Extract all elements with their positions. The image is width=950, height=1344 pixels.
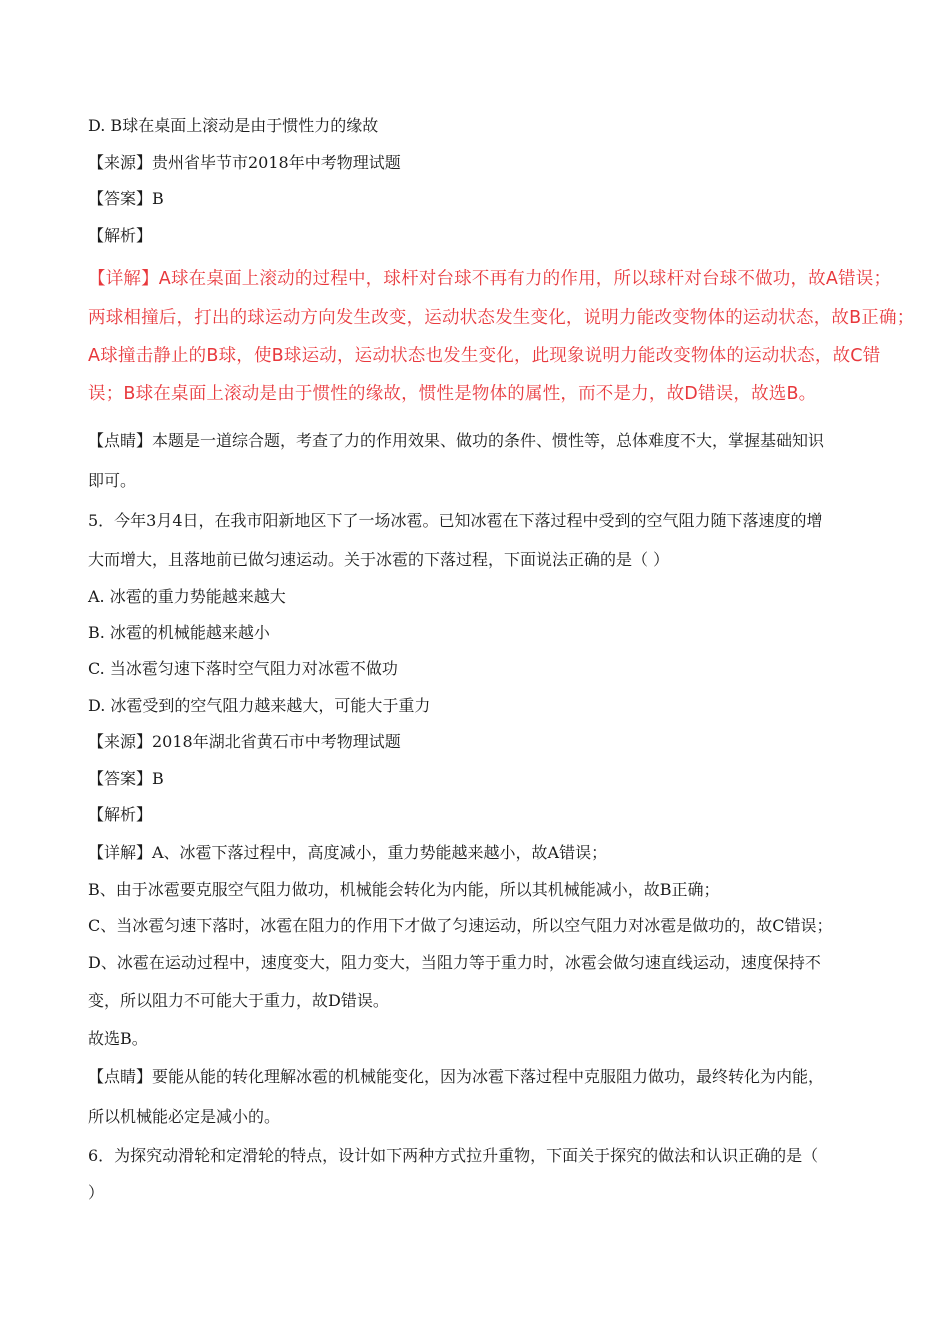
q5-comment-line: 所以机械能必定是减小的。 (88, 1107, 281, 1126)
q4-option-d: D. B球在桌面上滚动是由于惯性力的缘故 (88, 116, 379, 135)
q5-detail-line: 【详解】A、冰雹下落过程中，高度减小，重力势能越来越小，故A错误； (88, 843, 608, 862)
q4-detail-line: 【详解】A球在桌面上滚动的过程中，球杆对台球不再有力的作用，所以球杆对台球不做功，故A错误； (88, 269, 892, 289)
q4-detail-line: 误；B球在桌面上滚动是由于惯性的缘故，惯性是物体的属性，而不是力，故D错误，故选B。 (88, 384, 817, 404)
q5-detail-line: 变，所以阻力不可能大于重力，故D错误。 (88, 991, 389, 1010)
q5-detail-line: D、冰雹在运动过程中，速度变大，阻力变大，当阻力等于重力时，冰雹会做匀速直线运动，速度保持不 (88, 953, 821, 972)
q5-detail-line: B、由于冰雹要克服空气阻力做功，机械能会转化为内能，所以其机械能减小，故B正确； (88, 880, 720, 899)
q5-source: 【来源】2018年湖北省黄石市中考物理试题 (88, 732, 401, 751)
q4-comment-line: 【点睛】本题是一道综合题，考查了力的作用效果、做功的条件、惯性等，总体难度不大，掌握基础知识 (88, 431, 825, 450)
q5-answer: 【答案】B (88, 769, 164, 788)
q4-detail-line: A球撞击静止的B球，使B球运动，运动状态也发生变化，此现象说明力能改变物体的运动状态，故C错 (88, 346, 881, 366)
q5-option-a: A. 冰雹的重力势能越来越大 (88, 587, 286, 606)
q5-detail-line: C、当冰雹匀速下落时，冰雹在阻力的作用下才做了匀速运动，所以空气阻力对冰雹是做功的，故C错误； (88, 916, 833, 935)
q6-stem-line: 6．为探究动滑轮和定滑轮的特点，设计如下两种方式拉升重物，下面关于探究的做法和认识正确的是（ (88, 1146, 819, 1165)
q5-stem-line: 大而增大，且落地前已做匀速运动。关于冰雹的下落过程，下面说法正确的是（ ） (88, 550, 670, 569)
q5-conclusion: 故选B。 (88, 1029, 148, 1048)
q4-source: 【来源】贵州省毕节市2018年中考物理试题 (88, 153, 401, 172)
q5-analysis-label: 【解析】 (88, 805, 153, 824)
q4-answer: 【答案】B (88, 189, 164, 208)
q6-stem-line: ） (88, 1183, 105, 1202)
q4-detail-line: 两球相撞后，打出的球运动方向发生改变，运动状态发生变化，说明力能改变物体的运动状态，故B正确； (88, 308, 915, 328)
q5-option-d: D. 冰雹受到的空气阻力越来越大，可能大于重力 (88, 696, 431, 715)
q4-comment-line: 即可。 (88, 471, 137, 490)
q5-stem-line: 5．今年3月4日，在我市阳新地区下了一场冰雹。已知冰雹在下落过程中受到的空气阻力随下落速度的增 (88, 511, 823, 530)
q4-analysis-label: 【解析】 (88, 226, 153, 245)
q5-option-c: C. 当冰雹匀速下落时空气阻力对冰雹不做功 (88, 659, 398, 678)
q5-option-b: B. 冰雹的机械能越来越小 (88, 623, 270, 642)
q5-comment-line: 【点睛】要能从能的转化理解冰雹的机械能变化，因为冰雹下落过程中克服阻力做功，最终转化为内能， (88, 1067, 825, 1086)
